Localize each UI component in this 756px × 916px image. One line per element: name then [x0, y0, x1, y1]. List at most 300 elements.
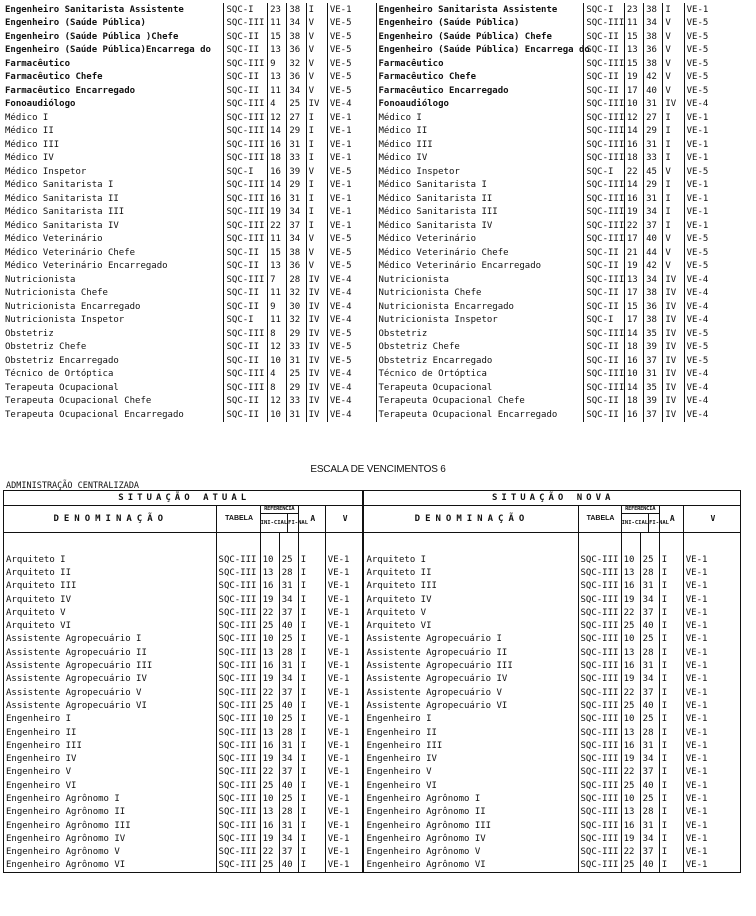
table-row [4, 832, 741, 845]
new-ref-initial-cell: 17 [624, 84, 643, 98]
current-v-cell: VE-1 [325, 792, 363, 805]
new-ref-initial-cell: 16 [621, 739, 640, 752]
new-denomination-cell: Engenheiro Sanitarista Assistente [376, 3, 584, 17]
new-ref-final-cell: 31 [640, 659, 659, 672]
new-v-cell: VE-1 [683, 766, 740, 779]
table-row [3, 273, 741, 287]
new-ref-final-cell: 37 [644, 408, 663, 422]
new-a-cell: IV [663, 273, 684, 287]
current-a-cell: I [306, 206, 327, 220]
new-ref-final-cell: 25 [640, 633, 659, 646]
new-table-cell: SQC-II [584, 30, 625, 44]
current-ref-final-cell: 38 [287, 30, 306, 44]
current-a-cell: I [298, 779, 325, 792]
current-table-cell: SQC-III [216, 792, 260, 805]
current-v-cell: VE-5 [327, 44, 376, 58]
current-a-cell: I [298, 832, 325, 845]
current-v-cell: VE-1 [325, 633, 363, 646]
new-v-cell: VE-5 [684, 327, 741, 341]
current-table-cell: SQC-II [224, 300, 268, 314]
current-v-cell: VE-1 [325, 726, 363, 739]
current-table-cell: SQC-III [216, 633, 260, 646]
current-ref-final-cell: 31 [279, 659, 298, 672]
new-a-cell: I [659, 819, 683, 832]
new-ref-final-cell: 40 [640, 859, 659, 873]
new-v-cell: VE-1 [684, 192, 741, 206]
current-v-cell: VE-5 [327, 17, 376, 31]
current-table-cell: SQC-I [224, 165, 268, 179]
new-denomination-cell: Médico Sanitarista II [376, 192, 584, 206]
a-header-new: A [659, 506, 683, 533]
initial-label: INI-CIAL [260, 520, 288, 526]
new-table-cell: SQC-III [578, 766, 621, 779]
new-a-cell: IV [663, 98, 684, 112]
new-ref-final-cell: 34 [640, 752, 659, 765]
new-a-cell: I [663, 138, 684, 152]
new-ref-initial-cell: 10 [621, 713, 640, 726]
current-a-cell: I [298, 766, 325, 779]
table-row [3, 395, 741, 409]
new-v-cell: VE-5 [684, 165, 741, 179]
new-a-cell: IV [663, 314, 684, 328]
new-table-cell: SQC-III [578, 593, 621, 606]
new-ref-initial-cell: 19 [621, 593, 640, 606]
current-v-cell: VE-1 [325, 659, 363, 672]
current-denomination-cell: Nutricionista Inspetor [5, 315, 125, 326]
current-table-cell: SQC-III [216, 606, 260, 619]
new-denomination-cell: Médico Veterinário Chefe [376, 246, 584, 260]
current-denomination-cell: Engenheiro III [6, 740, 82, 751]
current-ref-initial-cell: 9 [268, 300, 287, 314]
new-a-cell: I [659, 779, 683, 792]
current-ref-final-cell: 25 [287, 98, 306, 112]
new-a-cell: I [659, 633, 683, 646]
current-denomination-cell: Assistente Agropecuário I [6, 634, 142, 645]
new-denomination-cell: Fonoaudiólogo [376, 98, 584, 112]
current-ref-final-cell: 27 [287, 111, 306, 125]
current-a-cell: I [298, 739, 325, 752]
current-ref-final-cell: 33 [287, 341, 306, 355]
table-row [4, 673, 741, 686]
current-ref-initial-cell: 10 [268, 354, 287, 368]
table-row [4, 659, 741, 672]
new-table-cell: SQC-II [584, 44, 625, 58]
table-row [3, 219, 741, 233]
table-row [3, 327, 741, 341]
current-v-cell: VE-1 [325, 673, 363, 686]
current-denomination-cell: Arquiteto II [6, 567, 72, 578]
table-row [3, 233, 741, 247]
new-a-cell: I [659, 686, 683, 699]
current-denomination-cell: Assistente Agropecuário V [6, 687, 142, 698]
new-ref-initial-cell: 13 [621, 806, 640, 819]
new-ref-final-cell: 39 [644, 395, 663, 409]
current-table-cell: SQC-II [224, 354, 268, 368]
administration-subtitle: ADMINISTRAÇÃO CENTRALIZADA [6, 481, 140, 491]
new-a-cell: IV [663, 395, 684, 409]
new-ref-final-cell: 28 [640, 726, 659, 739]
current-denomination-cell: Terapeuta Ocupacional Encarregado [5, 409, 184, 420]
new-ref-initial-cell: 25 [621, 699, 640, 712]
table-row [4, 713, 741, 726]
table-row [4, 593, 741, 606]
new-ref-initial-cell: 13 [621, 566, 640, 579]
new-ref-final-cell: 40 [640, 619, 659, 632]
current-a-cell: I [306, 138, 327, 152]
current-a-cell: IV [306, 341, 327, 355]
table-row [3, 206, 741, 220]
current-ref-final-cell: 31 [287, 408, 306, 422]
current-v-cell: VE-1 [327, 138, 376, 152]
current-v-cell: VE-4 [327, 98, 376, 112]
current-a-cell: I [298, 713, 325, 726]
current-table-cell: SQC-III [216, 593, 260, 606]
new-v-cell: VE-1 [684, 152, 741, 166]
new-v-cell: VE-1 [683, 619, 740, 632]
current-table-cell: SQC-II [224, 287, 268, 301]
current-ref-initial-cell: 25 [260, 859, 279, 873]
new-ref-final-cell: 40 [640, 699, 659, 712]
new-denomination-cell: Médico Inspetor [376, 165, 584, 179]
current-ref-final-cell: 40 [279, 859, 298, 873]
new-ref-final-cell: 36 [644, 300, 663, 314]
new-denomination-cell: Farmacêutico Encarregado [376, 84, 584, 98]
table-row [3, 341, 741, 355]
new-a-cell: V [663, 260, 684, 274]
new-a-cell: I [659, 846, 683, 859]
current-a-cell: I [298, 846, 325, 859]
current-ref-initial-cell: 23 [268, 3, 287, 17]
current-a-cell: I [306, 219, 327, 233]
new-a-cell: I [659, 832, 683, 845]
current-a-cell: IV [306, 408, 327, 422]
new-table-cell: SQC-I [584, 165, 625, 179]
current-table-cell: SQC-III [216, 646, 260, 659]
new-ref-initial-cell: 19 [624, 260, 643, 274]
current-v-cell: VE-5 [327, 71, 376, 85]
new-table-cell: SQC-III [578, 779, 621, 792]
current-ref-initial-cell: 16 [260, 659, 279, 672]
new-table-cell: SQC-III [578, 792, 621, 805]
current-table-cell: SQC-III [216, 726, 260, 739]
new-table-cell: SQC-III [578, 619, 621, 632]
current-ref-final-cell: 32 [287, 287, 306, 301]
current-a-cell: V [306, 246, 327, 260]
current-ref-final-cell: 33 [287, 152, 306, 166]
current-denomination-cell: Engenheiro Agrônomo III [6, 820, 131, 831]
current-ref-final-cell: 38 [287, 3, 306, 17]
current-denomination-cell: Assistente Agropecuário VI [6, 700, 147, 711]
new-table-cell: SQC-II [584, 300, 625, 314]
current-ref-initial-cell: 16 [260, 580, 279, 593]
current-v-cell: VE-1 [325, 713, 363, 726]
current-v-cell: VE-1 [325, 646, 363, 659]
new-a-cell: I [659, 726, 683, 739]
new-ref-initial-cell: 16 [621, 659, 640, 672]
current-ref-final-cell: 31 [287, 138, 306, 152]
current-v-cell: VE-5 [327, 165, 376, 179]
current-v-cell: VE-4 [327, 395, 376, 409]
current-ref-initial-cell: 14 [268, 125, 287, 139]
new-ref-initial-cell: 22 [621, 606, 640, 619]
current-ref-final-cell: 34 [279, 673, 298, 686]
current-denomination-cell: Médico Veterinário [5, 234, 103, 245]
table-row [3, 57, 741, 71]
new-ref-final-cell: 37 [644, 354, 663, 368]
current-a-cell: I [298, 593, 325, 606]
current-ref-final-cell: 34 [287, 233, 306, 247]
reference-header-new [621, 506, 669, 533]
new-v-cell: VE-1 [683, 553, 740, 566]
new-denomination-cell: Assistente Agropecuário V [363, 686, 578, 699]
new-ref-final-cell: 31 [644, 98, 663, 112]
new-v-cell: VE-1 [684, 219, 741, 233]
new-a-cell: IV [663, 287, 684, 301]
current-denomination-cell: Nutricionista Encarregado [5, 301, 141, 312]
current-a-cell: I [298, 633, 325, 646]
new-a-cell: I [659, 752, 683, 765]
new-table-cell: SQC-III [578, 646, 621, 659]
new-v-cell: VE-1 [683, 659, 740, 672]
current-a-cell: IV [306, 314, 327, 328]
new-ref-final-cell: 35 [644, 327, 663, 341]
table-row [3, 179, 741, 193]
current-denomination-cell: Assistente Agropecuário III [6, 661, 153, 672]
current-a-cell: I [306, 3, 327, 17]
new-table-cell: SQC-II [584, 84, 625, 98]
new-a-cell: I [659, 580, 683, 593]
current-ref-initial-cell: 11 [268, 314, 287, 328]
new-table-cell: SQC-III [584, 368, 625, 382]
current-table-cell: SQC-II [224, 30, 268, 44]
current-v-cell: VE-5 [327, 233, 376, 247]
new-table-cell: SQC-III [584, 125, 625, 139]
current-ref-initial-cell: 14 [268, 179, 287, 193]
table-row [4, 646, 741, 659]
current-v-cell: VE-1 [325, 580, 363, 593]
current-v-cell: VE-1 [325, 859, 363, 873]
current-a-cell: IV [306, 395, 327, 409]
table-row [4, 553, 741, 566]
new-v-cell: VE-1 [683, 580, 740, 593]
new-table-cell: SQC-III [584, 192, 625, 206]
new-v-cell: VE-4 [684, 314, 741, 328]
new-ref-final-cell: 31 [640, 819, 659, 832]
new-v-cell: VE-1 [683, 646, 740, 659]
current-denomination-cell: Engenheiro (Saúde Pública )Chefe [5, 31, 179, 42]
current-ref-final-cell: 31 [279, 739, 298, 752]
current-ref-initial-cell: 11 [268, 84, 287, 98]
current-a-cell: IV [306, 287, 327, 301]
new-denomination-cell: Engenheiro (Saúde Pública) Encarrega do [376, 44, 584, 58]
current-ref-final-cell: 37 [279, 606, 298, 619]
new-ref-final-cell: 38 [644, 314, 663, 328]
new-table-cell: SQC-II [584, 354, 625, 368]
new-denomination-cell: Farmacêutico Chefe [376, 71, 584, 85]
new-ref-initial-cell: 25 [621, 779, 640, 792]
new-v-cell: VE-1 [683, 699, 740, 712]
new-ref-final-cell: 34 [640, 593, 659, 606]
table-row [4, 606, 741, 619]
current-ref-initial-cell: 11 [268, 287, 287, 301]
final-label: FI-NAL [287, 514, 308, 532]
current-v-cell: VE-5 [327, 57, 376, 71]
current-table-cell: SQC-II [224, 71, 268, 85]
current-ref-final-cell: 34 [279, 593, 298, 606]
new-denomination-cell: Obstetriz [376, 327, 584, 341]
reference-label-new: REFERÊNCIA [622, 506, 659, 514]
current-table-cell: SQC-II [224, 44, 268, 58]
current-a-cell: IV [306, 354, 327, 368]
current-ref-final-cell: 31 [287, 354, 306, 368]
current-ref-initial-cell: 25 [260, 779, 279, 792]
new-table-cell: SQC-II [584, 395, 625, 409]
new-ref-initial-cell: 16 [621, 580, 640, 593]
new-a-cell: I [659, 739, 683, 752]
current-ref-initial-cell: 11 [268, 233, 287, 247]
current-ref-initial-cell: 10 [260, 633, 279, 646]
new-ref-final-cell: 28 [640, 566, 659, 579]
new-ref-initial-cell: 14 [624, 125, 643, 139]
table-row [3, 30, 741, 44]
current-a-cell: IV [306, 98, 327, 112]
current-table-cell: SQC-I [224, 314, 268, 328]
current-a-cell: V [306, 84, 327, 98]
current-v-cell: VE-5 [327, 246, 376, 260]
current-a-cell: IV [306, 381, 327, 395]
current-ref-initial-cell: 13 [260, 806, 279, 819]
current-ref-final-cell: 34 [287, 17, 306, 31]
new-v-cell: VE-5 [684, 233, 741, 247]
final-label-new: FI-NAL [648, 514, 669, 532]
current-ref-initial-cell: 22 [260, 766, 279, 779]
spacer-row [4, 533, 741, 554]
current-v-cell: VE-1 [327, 179, 376, 193]
current-denomination-cell: Médico Veterinário Chefe [5, 247, 136, 258]
new-denomination-cell: Técnico de Ortóptica [376, 368, 584, 382]
new-table-cell: SQC-III [578, 566, 621, 579]
current-a-cell: I [298, 819, 325, 832]
new-denomination-cell: Terapeuta Ocupacional Encarregado [376, 408, 584, 422]
new-ref-initial-cell: 10 [621, 553, 640, 566]
table-row [3, 98, 741, 112]
new-v-cell: VE-1 [683, 673, 740, 686]
new-denomination-cell: Médico II [376, 125, 584, 139]
table-row [3, 260, 741, 274]
current-table-cell: SQC-III [224, 152, 268, 166]
current-denomination-cell: Farmacêutico Chefe [5, 72, 103, 83]
new-denomination-cell: Nutricionista [376, 273, 584, 287]
new-ref-final-cell: 34 [644, 206, 663, 220]
new-ref-initial-cell: 19 [621, 832, 640, 845]
current-denomination-cell: Obstetriz Encarregado [5, 355, 119, 366]
new-table-cell: SQC-III [578, 806, 621, 819]
new-denomination-cell: Engenheiro Agrônomo II [363, 806, 578, 819]
current-denomination-cell: Assistente Agropecuário IV [6, 674, 147, 685]
new-denomination-cell: Arquiteto IV [363, 593, 578, 606]
current-table-cell: SQC-III [224, 219, 268, 233]
new-ref-final-cell: 38 [644, 57, 663, 71]
current-denomination-cell: Farmacêutico Encarregado [5, 85, 136, 96]
current-ref-final-cell: 36 [287, 44, 306, 58]
new-ref-final-cell: 37 [640, 686, 659, 699]
current-denomination-cell: Engenheiro Agrônomo V [6, 847, 120, 858]
v-header: V [325, 506, 363, 533]
new-v-cell: VE-1 [683, 819, 740, 832]
new-ref-final-cell: 28 [640, 646, 659, 659]
new-v-cell: VE-1 [683, 633, 740, 646]
current-ref-final-cell: 25 [279, 713, 298, 726]
new-ref-final-cell: 44 [644, 246, 663, 260]
new-table-cell: SQC-III [584, 381, 625, 395]
table-row [4, 633, 741, 646]
new-denomination-cell: Médico Sanitarista III [376, 206, 584, 220]
new-v-cell: VE-1 [683, 713, 740, 726]
table-row [4, 580, 741, 593]
table-row [3, 408, 741, 422]
current-v-cell: VE-1 [327, 192, 376, 206]
current-a-cell: I [306, 179, 327, 193]
new-v-cell: VE-5 [684, 246, 741, 260]
table-row [3, 152, 741, 166]
current-ref-initial-cell: 13 [260, 726, 279, 739]
new-denomination-cell: Terapeuta Ocupacional [376, 381, 584, 395]
new-ref-final-cell: 37 [640, 766, 659, 779]
new-denomination-cell: Obstetriz Encarregado [376, 354, 584, 368]
new-v-cell: VE-1 [683, 566, 740, 579]
new-v-cell: VE-5 [684, 84, 741, 98]
current-table-cell: SQC-III [216, 739, 260, 752]
current-a-cell: I [298, 580, 325, 593]
new-ref-initial-cell: 10 [624, 98, 643, 112]
current-a-cell: I [298, 646, 325, 659]
current-ref-initial-cell: 12 [268, 395, 287, 409]
new-ref-final-cell: 37 [644, 219, 663, 233]
new-denomination-cell: Engenheiro IV [363, 752, 578, 765]
current-ref-initial-cell: 16 [268, 165, 287, 179]
current-v-cell: VE-1 [327, 125, 376, 139]
current-v-cell: VE-4 [327, 273, 376, 287]
current-denomination-cell: Médico Sanitarista III [5, 207, 125, 218]
current-table-cell: SQC-III [216, 619, 260, 632]
new-denomination-cell: Arquiteto III [363, 580, 578, 593]
new-a-cell: IV [663, 300, 684, 314]
current-v-cell: VE-1 [327, 111, 376, 125]
current-v-cell: VE-1 [325, 832, 363, 845]
new-ref-initial-cell: 17 [624, 233, 643, 247]
current-v-cell: VE-5 [327, 327, 376, 341]
table-row [3, 111, 741, 125]
new-ref-initial-cell: 16 [621, 819, 640, 832]
current-ref-final-cell: 30 [287, 300, 306, 314]
current-ref-initial-cell: 8 [268, 327, 287, 341]
new-ref-initial-cell: 14 [624, 327, 643, 341]
current-ref-final-cell: 37 [279, 686, 298, 699]
new-denomination-cell: Engenheiro Agrônomo III [363, 819, 578, 832]
new-denomination-cell: Assistente Agropecuário II [363, 646, 578, 659]
new-a-cell: I [659, 593, 683, 606]
current-denomination-cell: Médico Sanitarista II [5, 193, 119, 204]
current-table-cell: SQC-III [216, 859, 260, 873]
current-denomination-cell: Arquiteto VI [6, 621, 72, 632]
current-table-cell: SQC-III [216, 806, 260, 819]
reference-label: REFERÊNCIA [261, 506, 298, 514]
current-ref-final-cell: 29 [287, 125, 306, 139]
current-table-cell: SQC-I [224, 3, 268, 17]
new-situation-heading: SITUAÇÃO NOVA [363, 491, 740, 506]
new-v-cell: VE-5 [684, 17, 741, 31]
current-denomination-cell: Arquiteto IV [6, 594, 72, 605]
